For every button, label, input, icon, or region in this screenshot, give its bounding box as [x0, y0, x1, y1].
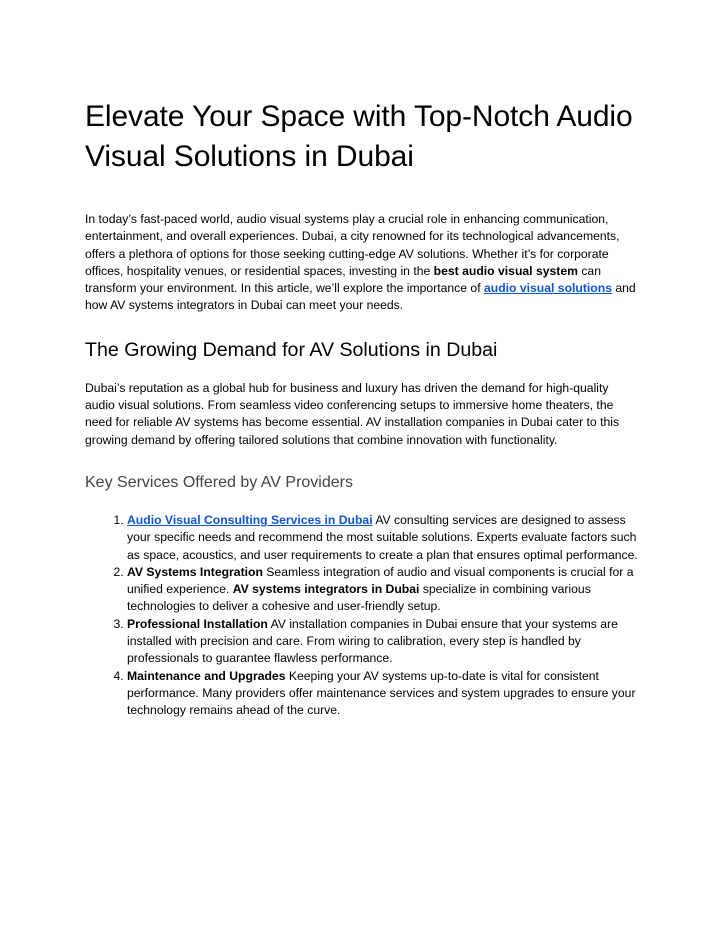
list-item-text: AV consulting services are designed to assess your specific needs and recommend the most suitable solutions. Experts evaluate factors such as space, acoustics, and user requirements to create a plan that ensures optimal performance.	[127, 512, 638, 562]
section-heading-key-services: Key Services Offered by AV Providers	[85, 473, 353, 491]
intro-text-2: can transform your environment. In this article, we’ll explore the importance of	[85, 263, 601, 296]
list-item-consulting	[127, 512, 640, 564]
list-item-text: AV installation companies in Dubai ensure that your systems are installed with precision and care. From wiring to calibration, every step is handled by professionals to guarantee flawless performance.	[127, 616, 618, 666]
list-item-lead: Maintenance and Upgrades	[127, 668, 286, 683]
list-item-integration	[127, 564, 640, 616]
intro-paragraph	[85, 211, 640, 315]
services-list	[85, 512, 640, 720]
list-item-text: Seamless integration of audio and visual components is crucial for a unified experience.	[127, 564, 634, 597]
intro-text-1: In today’s fast-paced world, audio visual systems play a crucial role in enhancing communication, entertainment, and overall experiences. Dubai, a city renowned for its technological advancements, offers a plethora of options for those seeking cutting-edge AV solutions. Whether it’s for corporate offices, hospitality venues, or residential spaces, investing in the	[85, 212, 620, 278]
intro-text-3: and how AV systems integrators in Dubai can meet your needs.	[85, 281, 636, 313]
page-title: Elevate Your Space with Top-Notch Audio Visual Solutions in Dubai	[85, 100, 633, 173]
list-item-installation	[127, 616, 640, 668]
audio-visual-solutions-link[interactable]: audio visual solutions	[483, 281, 612, 296]
section-heading-growing-demand: The Growing Demand for AV Solutions in Dubai	[85, 338, 498, 361]
list-item-lead: AV Systems Integration	[127, 564, 263, 579]
list-item-maintenance	[127, 668, 640, 720]
list-item-text: Keeping your AV systems up-to-date is vital for consistent performance. Many providers offer maintenance services and system upgrades to ensure your technology remains ahead of the curve.	[127, 668, 636, 718]
list-item-lead: Professional Installation	[127, 616, 268, 631]
intro-bold-best-audio-visual-system: best audio visual system	[433, 263, 578, 278]
list-item-text: specialize in combining various technologies to deliver a cohesive and user-friendly setup.	[127, 582, 591, 614]
growing-demand-paragraph: Dubai’s reputation as a global hub for business and luxury has driven the demand for high-quality audio visual solutions. From seamless video conferencing setups to immersive home theaters, the need for reliable AV systems has become essential. AV installation companies in Dubai cater to this growing demand by offering tailored solutions that combine innovation with functionality.	[85, 380, 620, 447]
consulting-services-link[interactable]: Audio Visual Consulting Services in Dubai	[127, 512, 373, 527]
list-item-bold-integrators: AV systems integrators in Dubai	[232, 582, 420, 597]
document-page	[85, 97, 640, 720]
